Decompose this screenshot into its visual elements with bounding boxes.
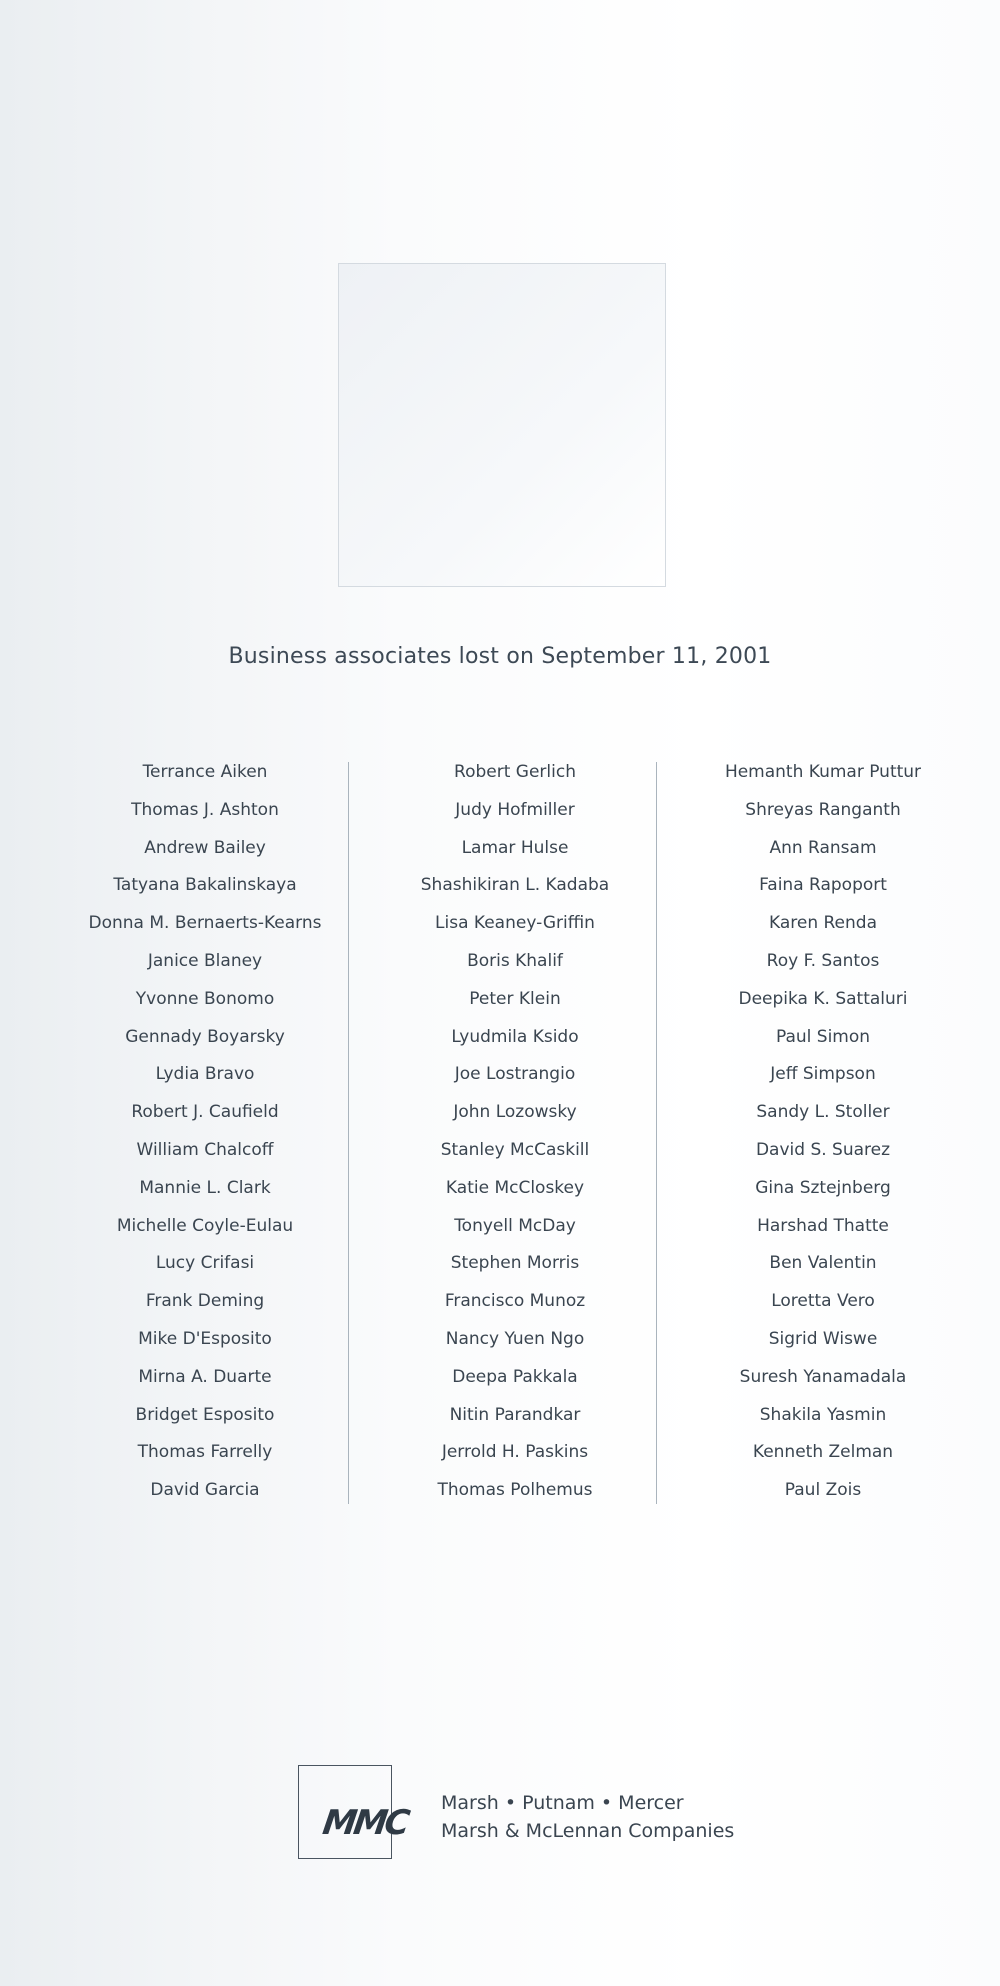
parent-company-name: Marsh & McLennan Companies	[441, 1820, 735, 1842]
name-item: Robert J. Caufield	[131, 1102, 279, 1123]
company-names: Marsh • Putnam • Mercer	[441, 1792, 684, 1814]
name-item: Thomas Polhemus	[437, 1480, 593, 1501]
name-item: Lyudmila Ksido	[451, 1026, 579, 1047]
name-item: Ann Ransam	[769, 837, 877, 858]
name-item: Terrance Aiken	[142, 762, 268, 782]
names-column-3	[693, 754, 953, 1510]
name-item: Jerrold H. Paskins	[441, 1442, 589, 1463]
names-column-1	[75, 754, 335, 1510]
names-column-1-list	[75, 754, 335, 1510]
name-item: Paul Simon	[775, 1026, 871, 1047]
name-item: Paul Zois	[784, 1480, 862, 1501]
name-item: Joe Lostrangio	[454, 1064, 576, 1085]
name-item: Thomas Farrelly	[137, 1442, 273, 1463]
name-item: Shashikiran L. Kadaba	[420, 875, 610, 896]
name-item: Nancy Yuen Ngo	[445, 1328, 585, 1349]
photo-placeholder	[338, 263, 666, 587]
footer	[298, 1765, 758, 1863]
name-item: Shakila Yasmin	[759, 1404, 887, 1425]
name-item: Mike D'Esposito	[138, 1328, 272, 1349]
name-item: Karen Renda	[768, 913, 877, 934]
names-column-3-list	[693, 754, 953, 1510]
name-item: John Lozowsky	[453, 1102, 577, 1123]
name-item: Deepika K. Sattaluri	[738, 988, 908, 1009]
name-item: William Chalcoff	[136, 1139, 274, 1160]
name-item: Loretta Vero	[771, 1291, 875, 1312]
name-item: Nitin Parandkar	[449, 1404, 581, 1425]
name-item: Lydia Bravo	[155, 1064, 255, 1085]
name-item: Kenneth Zelman	[752, 1442, 894, 1463]
name-item: Gennady Boyarsky	[125, 1026, 285, 1047]
name-item: Hemanth Kumar Puttur	[724, 762, 922, 782]
name-item: Stanley McCaskill	[440, 1139, 590, 1160]
name-item: David Garcia	[150, 1480, 260, 1501]
name-item: Deepa Pakkala	[452, 1366, 578, 1387]
name-item: Jeff Simpson	[770, 1064, 876, 1085]
name-item: Harshad Thatte	[757, 1215, 889, 1236]
name-item: Judy Hofmiller	[455, 799, 575, 820]
name-item: Mannie L. Clark	[139, 1177, 271, 1198]
page-title: Business associates lost on September 11, 2001	[228, 644, 772, 669]
column-divider-2	[656, 762, 657, 1504]
names-column-2	[385, 754, 645, 1510]
name-item: Peter Klein	[469, 988, 561, 1009]
name-item: Sigrid Wiswe	[768, 1328, 878, 1349]
mmc-logo-text: MMC	[320, 1803, 410, 1843]
name-item: Stephen Morris	[450, 1253, 580, 1274]
name-item: Tatyana Bakalinskaya	[113, 875, 297, 896]
name-item: Suresh Yanamadala	[739, 1366, 907, 1387]
name-item: Andrew Bailey	[144, 837, 266, 858]
name-item: Donna M. Bernaerts-Kearns	[88, 913, 322, 934]
name-item: Sandy L. Stoller	[756, 1102, 890, 1123]
mmc-logo	[298, 1765, 410, 1859]
names-list	[75, 754, 935, 1514]
name-item: Tonyell McDay	[454, 1215, 576, 1236]
name-item: Janice Blaney	[147, 950, 263, 971]
name-item: Robert Gerlich	[454, 762, 576, 782]
name-item: Faina Rapoport	[759, 875, 887, 896]
column-divider-1	[348, 762, 349, 1504]
name-item: Roy F. Santos	[766, 950, 880, 971]
name-item: Frank Deming	[145, 1291, 265, 1312]
name-item: Lucy Crifasi	[155, 1253, 255, 1274]
name-item: Gina Sztejnberg	[755, 1177, 891, 1198]
name-item: Francisco Munoz	[444, 1291, 586, 1312]
name-item: Shreyas Ranganth	[745, 799, 901, 820]
name-item: Lisa Keaney-Griffin	[435, 913, 595, 934]
name-item: Boris Khalif	[467, 950, 563, 971]
name-item: Ben Valentin	[769, 1253, 877, 1274]
name-item: Katie McCloskey	[445, 1177, 585, 1198]
name-item: Yvonne Bonomo	[135, 988, 275, 1009]
name-item: Lamar Hulse	[461, 837, 569, 858]
names-column-2-list	[385, 754, 645, 1510]
name-item: David S. Suarez	[755, 1139, 891, 1160]
name-item: Thomas J. Ashton	[131, 799, 279, 820]
name-item: Michelle Coyle-Eulau	[116, 1215, 294, 1236]
name-item: Bridget Esposito	[135, 1404, 275, 1425]
name-item: Mirna A. Duarte	[138, 1366, 272, 1387]
